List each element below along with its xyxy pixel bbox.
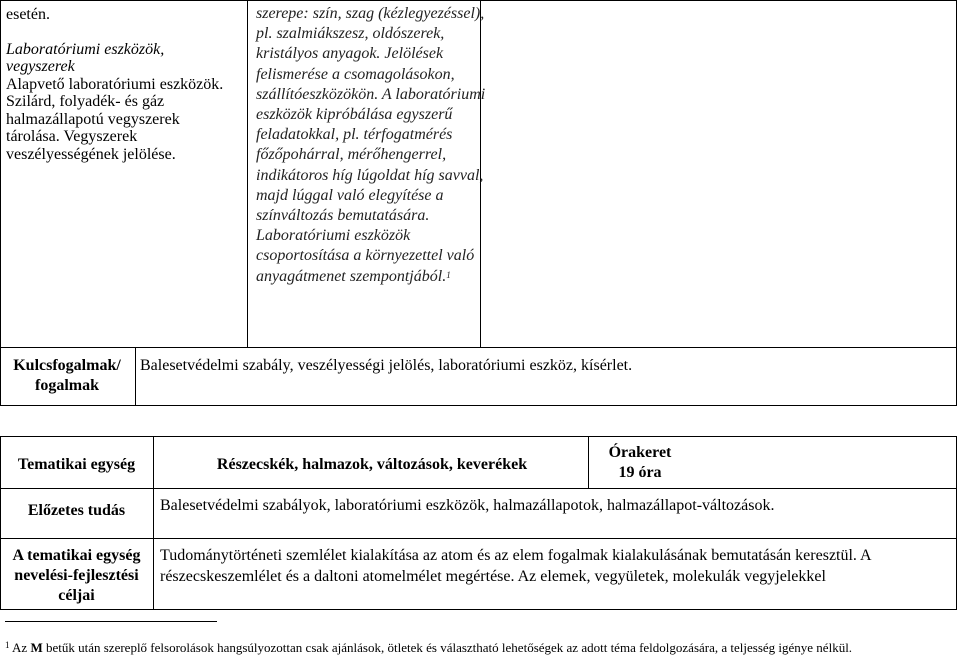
topic-heading: Laboratóriumi eszközök, vegyszerek <box>6 40 165 75</box>
table2-row-divider-2 <box>0 538 957 539</box>
footnote-separator <box>5 621 217 622</box>
thematic-unit-label: Tematikai egység <box>17 456 136 473</box>
table1-cell-activities <box>256 4 486 287</box>
key-concepts-label: Kulcsfogalmak/ fogalmak <box>13 357 121 394</box>
table1-bottom-border <box>0 405 957 406</box>
table2-top-border <box>0 436 957 437</box>
table2-row-divider-1 <box>0 488 957 489</box>
table2-label-divider <box>153 436 154 610</box>
footnote-bold-letter: M <box>30 640 43 655</box>
table1-row-divider <box>0 347 957 348</box>
footnote-number: 1 <box>5 640 10 650</box>
prior-knowledge-label: Előzetes tudás <box>27 502 126 519</box>
development-goals-label: A tematikai egység nevelési-fejlesztési céljai <box>12 547 141 604</box>
hours-cell <box>590 443 690 483</box>
table1-top-border <box>0 0 957 1</box>
table2-right-border <box>956 436 957 610</box>
hours-value: 19 óra <box>618 464 662 481</box>
topic-text: Alapvető laboratóriumi eszközök. Szilárd, folyadék- és gáz halmazállapotú vegyszerek tárolása. Vegyszerek veszélyességének jelölése. <box>6 75 224 163</box>
table2-bottom-border <box>0 609 957 610</box>
table1-col-divider <box>247 0 248 347</box>
table1-cell-topic <box>6 6 236 163</box>
thematic-unit-title: Részecskék, halmazok, változások, keverékek <box>216 456 528 473</box>
footnote-text-before: Az <box>9 640 31 655</box>
footnote-text-after: betűk után szereplő felsorolások hangsúlyozottan csak ajánlások, ötletek és választható lehetőségek az adott téma feldolgozására, a teljesség igénye nélkül. <box>42 640 853 655</box>
table2-ora-divider <box>588 436 589 488</box>
table1-kulcs-divider <box>135 347 136 406</box>
topic-tail: esetén. <box>6 6 50 23</box>
activities-text: szerepe: szín, szag (kézlegyezéssel), pl. szalmiákszesz, oldószerek, kristályos anyagok. Jelölések felismerése a csomagolásokon, szállítóeszközökön. A laboratóriumi eszközök kipróbálása egyszerű feladatokkal, pl. térfogatmérés főzőpohárral, mérőhengerrel, indikátoros híg lúgoldat híg savval, majd lúggal való elegyítése a színváltozás bemutatására. Laboratóriumi eszközök csoportosítása a környezettel való anyagátmenet szempontjából. <box>256 5 486 285</box>
development-goals-text: Tudománytörténeti szemlélet kialakítása az atom és az elem fogalmak kialakulásának bemutatásán keresztül. A részecskeszemlélet és a daltoni atomelmélet megértése. Az elemek, vegyületek, molekulák vegyjelekkel <box>160 547 871 585</box>
table1-right-border <box>956 0 957 406</box>
prior-knowledge-text: Balesetvédelmi szabályok, laboratóriumi eszközök, halmazállapotok, halmazállapot-változások. <box>160 497 775 514</box>
footnote <box>5 638 955 658</box>
hours-label: Órakeret <box>608 444 672 461</box>
table1-left-border <box>0 0 1 406</box>
footnote-ref[interactable]: 1 <box>446 269 451 280</box>
key-concepts-text: Balesetvédelmi szabály, veszélyességi jelölés, laboratóriumi eszköz, kísérlet. <box>140 357 633 374</box>
